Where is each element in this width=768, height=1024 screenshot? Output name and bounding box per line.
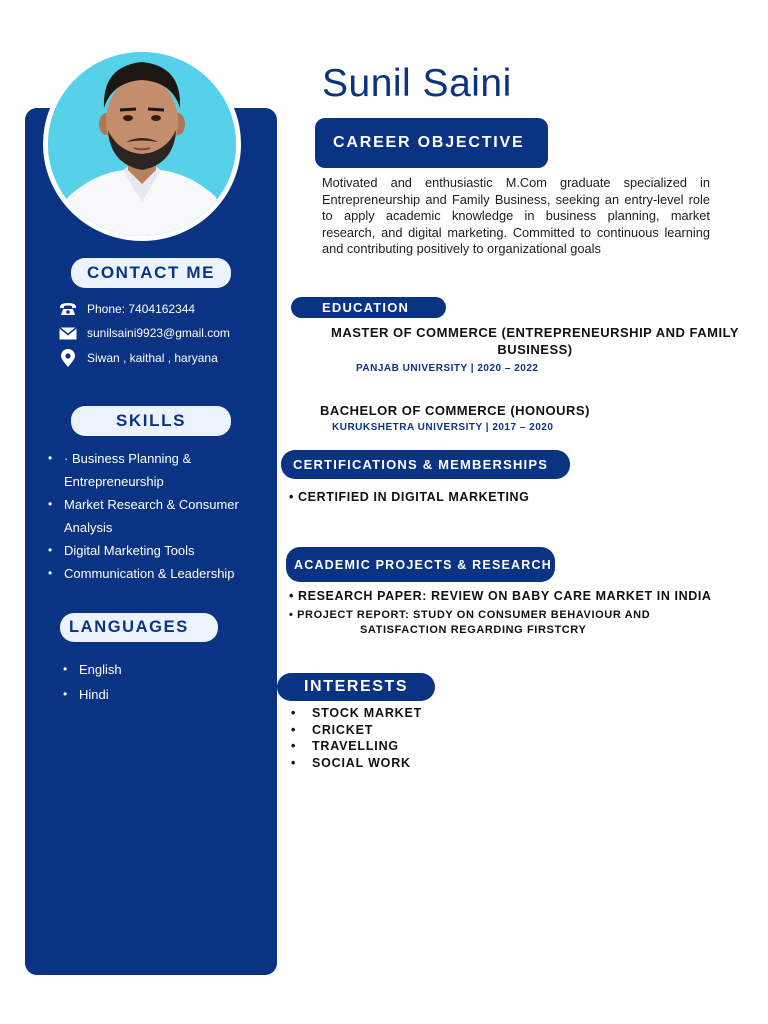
skills-heading: SKILLS [71, 406, 231, 436]
skill-item: • · Business Planning & Entrepreneurship [45, 447, 270, 493]
languages-list [60, 657, 285, 707]
contact-email[interactable] [58, 323, 273, 343]
interest-item: • SOCIAL WORK [290, 755, 422, 772]
interest-item: • TRAVELLING [290, 738, 422, 755]
degree-masters: MASTER OF COMMERCE (ENTREPRENEURSHIP AND FAMILY BUSINESS) [331, 325, 739, 357]
degree-bachelors: BACHELOR OF COMMERCE (HONOURS) [320, 403, 590, 418]
contact-location [58, 348, 273, 368]
certification-item: • CERTIFIED IN DIGITAL MARKETING [289, 490, 530, 504]
interests-list [290, 705, 422, 771]
institution-masters: PANJAB UNIVERSITY | 2020 – 2022 [356, 363, 539, 374]
contact-phone[interactable] [58, 299, 273, 319]
skills-list [45, 447, 270, 585]
interest-item: • STOCK MARKET [290, 705, 422, 722]
profile-photo [48, 52, 236, 236]
language-item: • Hindi [60, 682, 285, 707]
career-objective-text: Motivated and enthusiastic M.Com graduate specialized in Entrepreneurship and Family Business, seeking an entry-level role to apply academic knowledge in business planning, market research, and digital marketing. Committed to continuous learning and contributing positively to organizational goals [322, 175, 710, 256]
envelope-icon [58, 324, 78, 342]
contact-me-heading: CONTACT ME [71, 258, 231, 288]
skill-item: • Market Research & Consumer Analysis [45, 493, 270, 539]
skill-item: • Communication & Leadership [45, 562, 270, 585]
project-item-line: • PROJECT REPORT: STUDY ON CONSUMER BEHAVIOUR AND [289, 609, 651, 621]
interests-heading: INTERESTS [277, 673, 435, 701]
skill-item: • Digital Marketing Tools [45, 539, 270, 562]
project-item-line: SATISFACTION REGARDING FIRSTCRY [360, 624, 587, 636]
project-item [289, 608, 650, 638]
institution-bachelors: KURUKSHETRA UNIVERSITY | 2017 – 2020 [332, 422, 554, 433]
language-item: • English [60, 657, 285, 682]
phone-icon [58, 300, 78, 318]
candidate-name: Sunil Saini [322, 62, 512, 105]
career-objective-heading: CAREER OBJECTIVE [315, 118, 548, 168]
email-text: sunilsaini9923@gmail.com [87, 326, 230, 340]
education-heading: EDUCATION [291, 297, 446, 318]
certifications-heading: CERTIFICATIONS & MEMBERSHIPS [281, 450, 570, 479]
project-item: • RESEARCH PAPER: REVIEW ON BABY CARE MARKET IN INDIA [289, 589, 712, 603]
interest-item: • CRICKET [290, 722, 422, 739]
location-text: Siwan , kaithal , haryana [87, 351, 218, 365]
languages-heading: LANGUAGES [60, 613, 218, 642]
map-pin-icon [58, 349, 78, 367]
projects-heading: ACADEMIC PROJECTS & RESEARCH [286, 547, 555, 582]
phone-text: Phone: 7404162344 [87, 302, 196, 316]
